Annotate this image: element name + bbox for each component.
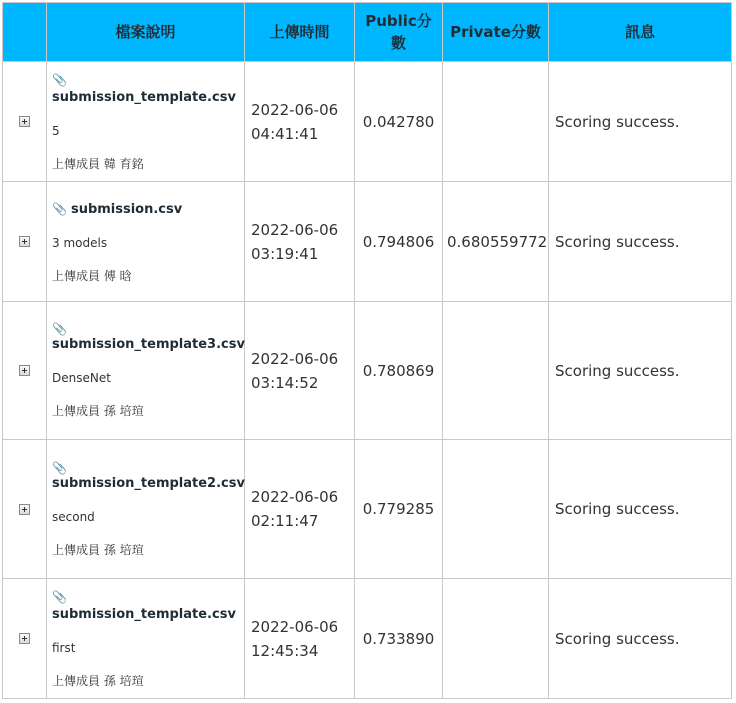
paperclip-icon: 📎: [52, 590, 67, 604]
message-column-header: 訊息: [549, 3, 732, 62]
public-score-cell: 0.733890: [355, 579, 443, 699]
submission-note: 3 models: [52, 235, 108, 250]
message-cell: Scoring success.: [549, 62, 732, 182]
submission-note: 5: [52, 124, 60, 138]
upload-date: 2022-06-06: [251, 617, 339, 636]
message-cell: Scoring success.: [549, 182, 732, 302]
upload-time-cell: [245, 302, 355, 440]
table-row: [3, 579, 732, 699]
upload-time-cell: [245, 182, 355, 302]
description-cell: [47, 302, 245, 440]
private-score-cell: [443, 579, 549, 699]
table-row: [3, 62, 732, 182]
upload-date: 2022-06-06: [251, 100, 339, 119]
upload-time-cell: [245, 579, 355, 699]
submissions-table: [2, 2, 732, 699]
description-cell: [47, 579, 245, 699]
description-cell: [47, 440, 245, 579]
file-name-link[interactable]: submission_template3.csv: [52, 337, 245, 352]
paperclip-icon: 📎: [52, 322, 67, 336]
paperclip-icon: 📎: [52, 460, 67, 475]
file-name-link[interactable]: submission_template.csv: [52, 90, 236, 105]
expand-row-icon[interactable]: [19, 633, 30, 644]
public-score-cell: 0.794806: [355, 182, 443, 302]
upload-date: 2022-06-06: [251, 488, 339, 506]
uploader-label: 上傳成員 韓 育銘: [52, 157, 144, 171]
expand-cell: [3, 302, 47, 440]
private-score-column-header: Private分數: [443, 3, 549, 62]
public-score-column-header: Public分數: [355, 3, 443, 62]
expand-row-icon[interactable]: [19, 504, 30, 515]
public-score-cell: 0.042780: [355, 62, 443, 182]
description-column-header: 檔案說明: [47, 3, 245, 62]
public-score-cell: 0.779285: [355, 440, 443, 579]
expand-row-icon[interactable]: [19, 236, 30, 247]
expand-row-icon[interactable]: [19, 365, 30, 376]
table-row: [3, 302, 732, 440]
expand-column-header: [3, 3, 47, 62]
private-score-cell: [443, 302, 549, 440]
file-name-link[interactable]: submission.csv: [70, 201, 183, 217]
description-cell: [47, 62, 245, 182]
private-score-cell: [443, 62, 549, 182]
message-cell: Scoring success.: [549, 579, 732, 699]
description-cell: [47, 182, 245, 302]
expand-cell: [3, 62, 47, 182]
upload-time-cell: [245, 440, 355, 579]
expand-cell: [3, 440, 47, 579]
uploader-label: 上傳成員 孫 培瑄: [52, 404, 144, 418]
private-score-cell: 0.680559772: [443, 182, 549, 302]
message-cell: Scoring success.: [549, 302, 732, 440]
upload-clock-time: 03:14:52: [251, 373, 319, 392]
upload-time-column-header: 上傳時間: [245, 3, 355, 62]
table-row: [3, 440, 732, 579]
private-score-cell: [443, 440, 549, 579]
upload-date: 2022-06-06: [251, 220, 339, 239]
uploader-label: 上傳成員 孫 培瑄: [52, 674, 144, 688]
upload-clock-time: 12:45:34: [251, 641, 319, 660]
expand-cell: [3, 182, 47, 302]
uploader-label: 上傳成員 孫 培瑄: [52, 542, 144, 557]
table-row: [3, 182, 732, 302]
paperclip-icon: 📎: [52, 201, 67, 216]
upload-clock-time: 04:41:41: [251, 124, 319, 143]
paperclip-icon: 📎: [52, 73, 67, 87]
file-name-link[interactable]: submission_template.csv: [52, 607, 236, 622]
submission-note: second: [52, 509, 95, 524]
upload-clock-time: 02:11:47: [251, 512, 319, 530]
uploader-label: 上傳成員 傅 晗: [52, 268, 132, 283]
file-name-link[interactable]: submission_template2.csv: [52, 475, 245, 491]
submission-note: first: [52, 641, 76, 655]
upload-clock-time: 03:19:41: [251, 244, 319, 263]
message-cell: Scoring success.: [549, 440, 732, 579]
upload-date: 2022-06-06: [251, 349, 339, 368]
expand-cell: [3, 579, 47, 699]
table-header-row: [3, 3, 732, 62]
upload-time-cell: [245, 62, 355, 182]
public-score-cell: 0.780869: [355, 302, 443, 440]
expand-row-icon[interactable]: [19, 116, 30, 127]
submission-note: DenseNet: [52, 371, 111, 385]
